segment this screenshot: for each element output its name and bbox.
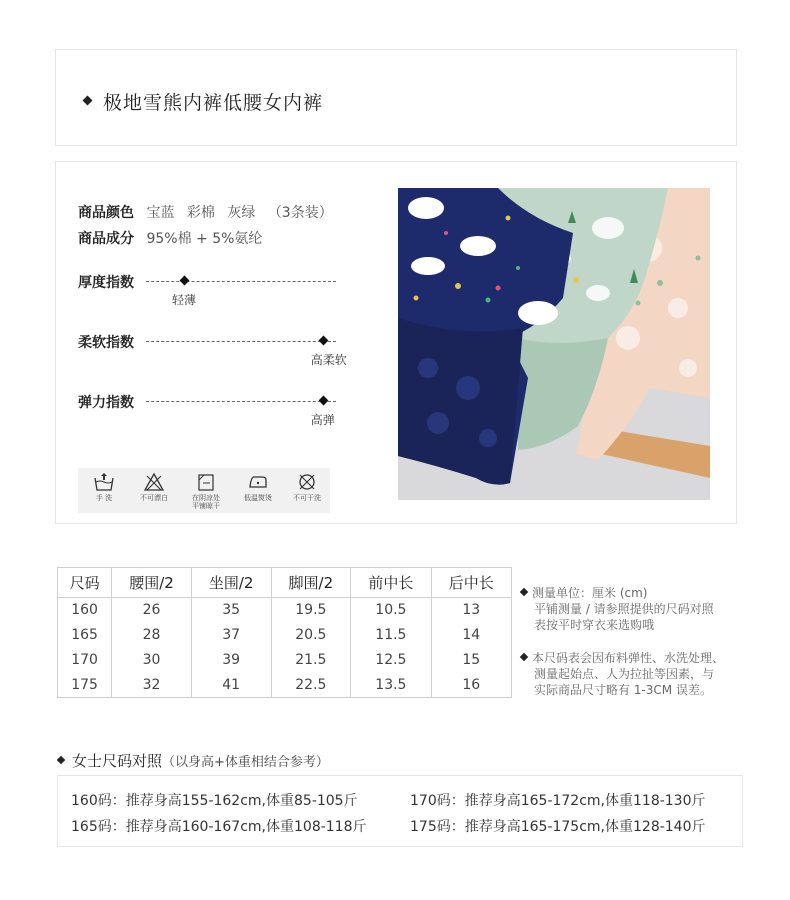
column-header: 尺码	[58, 568, 112, 598]
material-label: 商品成分	[78, 231, 134, 247]
table-cell: 22.5	[271, 673, 351, 698]
table-cell: 11.5	[351, 623, 431, 648]
index-scale	[146, 401, 336, 402]
softness-index	[78, 332, 348, 372]
index-scale	[146, 281, 336, 282]
table-cell: 170	[58, 648, 112, 673]
table-cell: 13	[431, 598, 511, 623]
thickness-index	[78, 272, 348, 312]
table-cell: 15	[431, 648, 511, 673]
product-title-text: 极地雪熊内裤低腰女内裤	[103, 92, 324, 114]
column-header: 坐围/2	[191, 568, 271, 598]
table-cell: 26	[112, 598, 192, 623]
size-recommendation: 175码：推荐身高165-175cm,体重128-140斤	[410, 819, 706, 835]
color-row	[78, 202, 341, 222]
index-value: 轻薄	[172, 293, 197, 307]
dry-in-shade-icon	[195, 472, 217, 492]
index-label: 厚度指数	[78, 275, 134, 291]
color-value: 灰绿	[227, 205, 256, 221]
size-recommendation: 160码：推荐身高155-162cm,体重85-105斤	[71, 793, 358, 809]
table-cell: 16	[431, 673, 511, 698]
color-value: 宝蓝	[146, 205, 175, 221]
care-item-hand-wash	[80, 472, 128, 502]
column-header: 前中长	[351, 568, 431, 598]
table-row	[58, 648, 512, 673]
note-text: 平铺测量 / 请参照提供的尺码对照	[534, 602, 714, 616]
table-cell: 14	[431, 623, 511, 648]
product-photo	[398, 188, 710, 500]
column-header: 后中长	[431, 568, 511, 598]
color-value: 彩棉	[186, 205, 215, 221]
table-cell: 20.5	[271, 623, 351, 648]
table-cell: 13.5	[351, 673, 431, 698]
column-header: 脚围/2	[271, 568, 351, 598]
index-marker-icon	[180, 276, 190, 286]
diamond-bullet-icon	[83, 96, 93, 106]
size-recommendation: 165码：推荐身高160-167cm,体重108-118斤	[71, 819, 367, 835]
table-cell: 165	[58, 623, 112, 648]
care-label: 不可漂白	[140, 494, 168, 502]
elasticity-index	[78, 392, 348, 432]
table-cell: 41	[191, 673, 271, 698]
table-cell: 19.5	[271, 598, 351, 623]
index-value: 高弹	[310, 413, 335, 427]
note-text: 本尺码表会因布料弹性、水洗处理、	[532, 651, 725, 665]
color-label: 商品颜色	[78, 205, 134, 221]
care-instructions	[78, 468, 330, 513]
table-cell: 37	[191, 623, 271, 648]
no-dry-clean-icon	[296, 472, 318, 492]
care-item-low-iron	[234, 472, 282, 502]
table-cell: 35	[191, 598, 271, 623]
size-recommendation: 170码：推荐身高165-172cm,体重118-130斤	[410, 793, 706, 809]
index-marker-icon	[318, 336, 328, 346]
hand-wash-icon	[93, 472, 115, 492]
women-size-box	[57, 775, 743, 847]
material-row	[78, 228, 270, 248]
table-cell: 30	[112, 648, 192, 673]
pack-count: （3条装）	[267, 205, 333, 221]
table-cell: 160	[58, 598, 112, 623]
women-size-heading	[58, 750, 329, 771]
tolerance-note	[521, 650, 751, 698]
table-header-row	[58, 568, 512, 598]
table-row	[58, 673, 512, 698]
care-label: 手 洗	[95, 494, 113, 502]
low-iron-icon	[247, 472, 269, 492]
table-cell: 12.5	[351, 648, 431, 673]
title-section	[55, 49, 737, 146]
size-table	[57, 567, 512, 698]
spec-section	[55, 161, 737, 524]
table-cell: 10.5	[351, 598, 431, 623]
care-label: 在阴凉处 平铺晾干	[192, 494, 220, 510]
index-value: 高柔软	[310, 353, 347, 367]
women-size-title: 女士尺码对照	[72, 752, 163, 770]
index-marker-icon	[318, 396, 328, 406]
women-size-subtitle: （以身高+体重相结合参考）	[162, 755, 329, 770]
diamond-bullet-icon	[520, 653, 528, 661]
table-row	[58, 623, 512, 648]
table-cell: 175	[58, 673, 112, 698]
note-text: 测量单位：厘米 (cm)	[532, 586, 648, 600]
measurement-note	[521, 585, 751, 633]
table-cell: 28	[112, 623, 192, 648]
care-label: 低温熨烫	[244, 494, 272, 502]
diamond-bullet-icon	[520, 588, 528, 596]
no-bleach-icon	[143, 472, 165, 492]
index-label: 柔软指数	[78, 335, 134, 351]
care-label: 不可干洗	[293, 494, 321, 502]
column-header: 腰围/2	[112, 568, 192, 598]
diamond-bullet-icon	[57, 755, 65, 763]
table-cell: 39	[191, 648, 271, 673]
note-text: 实际商品尺寸略有 1-3CM 误差。	[534, 683, 712, 697]
index-scale	[146, 341, 336, 342]
note-text: 表按平时穿衣来选购哦	[534, 618, 655, 632]
care-item-no-bleach	[130, 472, 178, 502]
care-item-no-dry-clean	[283, 472, 331, 502]
table-cell: 32	[112, 673, 192, 698]
material-value: 95%棉 + 5%氨纶	[146, 231, 263, 247]
index-label: 弹力指数	[78, 395, 134, 411]
table-row	[58, 598, 512, 623]
table-cell: 21.5	[271, 648, 351, 673]
care-item-dry-shade	[182, 472, 230, 510]
product-title	[84, 88, 323, 115]
note-text: 测量起始点、人为拉扯等因素，与	[534, 667, 715, 681]
